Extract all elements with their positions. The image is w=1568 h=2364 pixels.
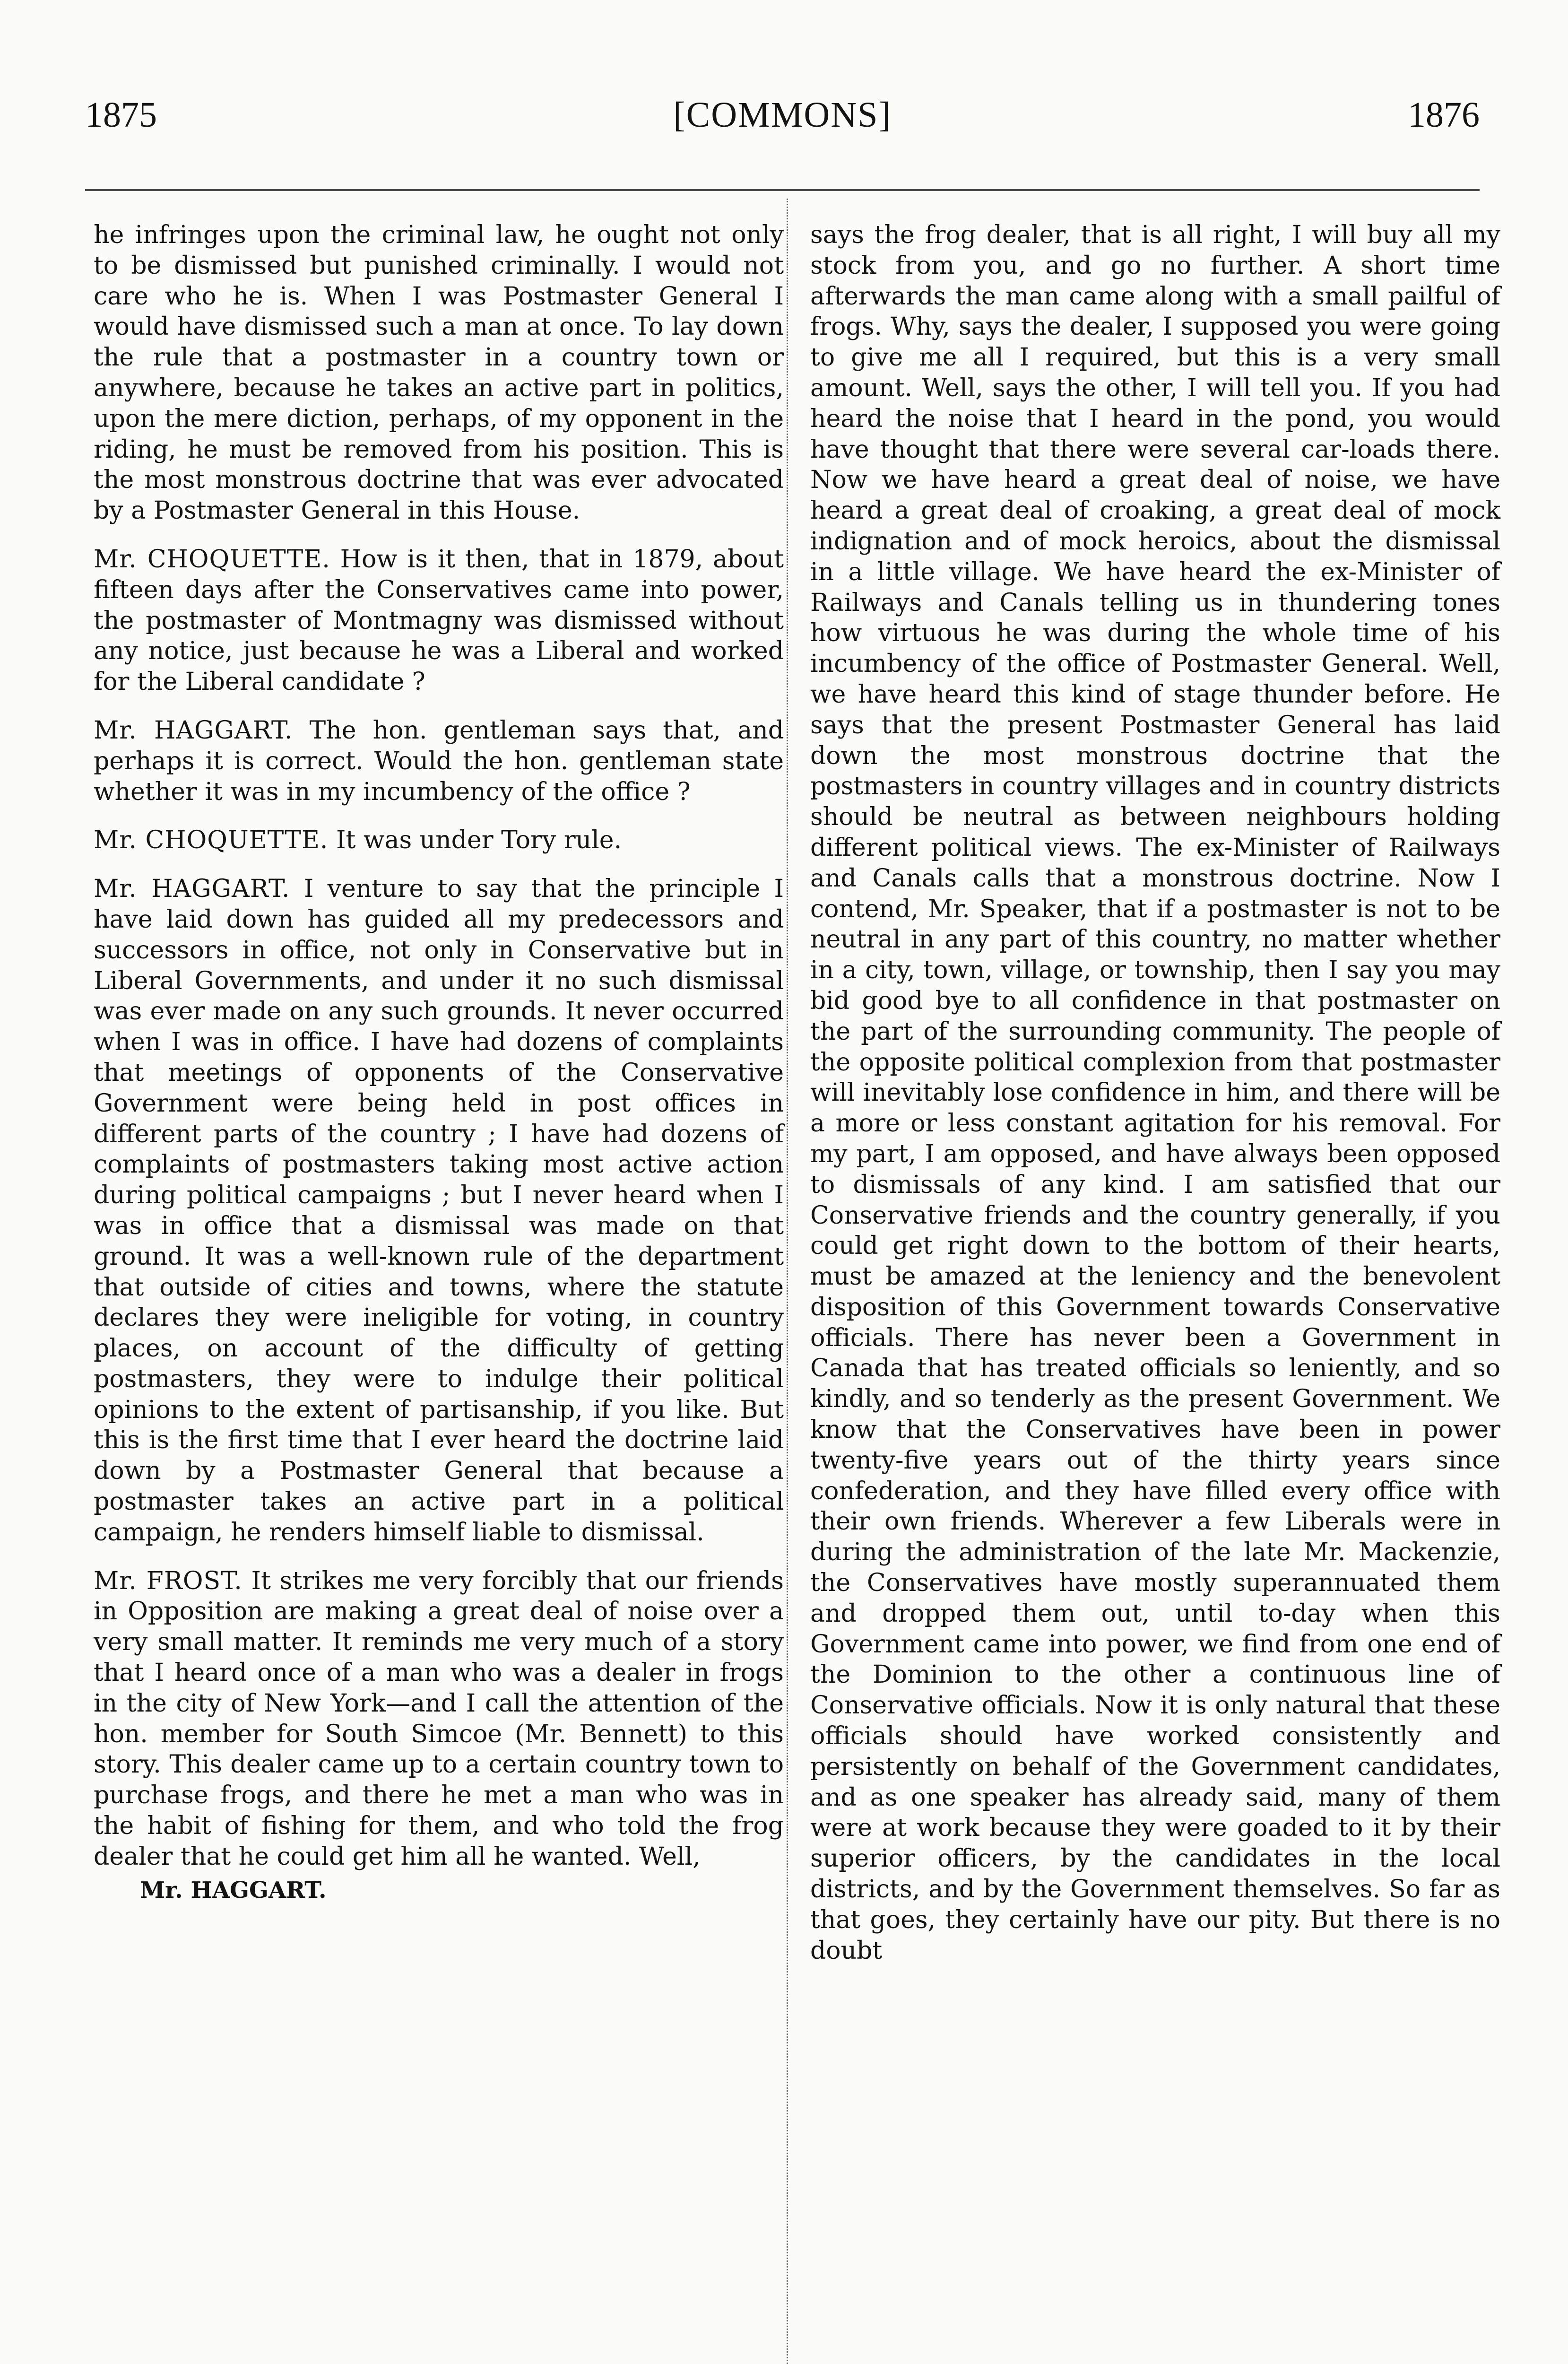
page-number-left: 1875 <box>85 95 157 135</box>
speech <box>94 1566 784 1872</box>
paragraph: he infringes upon the criminal law, he ought not only to be dismissed but punished criminally. I would not care who he is. When I was Postmaster General I would have dismissed such a man at once. To lay down the rule that a postmaster in a country town or anywhere, because he takes an active part in politics, upon the mere diction, perhaps, of my opponent in the riding, he must be removed from his position. This is the most monstrous doctrine that was ever advocated by a Postmaster General in this House. <box>94 221 784 525</box>
speech-text: I venture to say that the principle I have laid down has guided all my predecessors and successors in office, not only in Conservative but in Liberal Governments, and under it no such dismissal was ever made on any such grounds. It never occurred when I was in office. I have had dozens of complaints that meetings of opponents of the Conservative Government were being held in post offices in different parts of the country ; I have had dozens of complaints of postmasters taking most active action during political campaigns ; but I never heard when I was in office that a dismissal was made on that ground. It was a well-known rule of the department that outside of cities and towns, where the statute declares they were ineligible for voting, in country places, on account of the difficulty of getting postmasters, they were to indulge their political opinions to the extent of partisanship, if you like. But this is the first time that I ever heard the doctrine laid down by a Postmaster General that because a postmaster takes an active part in a political campaign, he renders himself liable to dismissal. <box>94 875 784 1547</box>
speech <box>94 544 784 697</box>
speaker-name: Mr. FROST. <box>94 1566 243 1595</box>
speech-text: The hon. gentleman says that, and perhaps it is correct. Would the hon. gentleman state whether it was in my incumbency of the office ? <box>94 716 784 806</box>
speech-text: It strikes me very forcibly that our friends in Opposition are making a great deal of noise over a very small matter. It reminds me very much of a story that I heard once of a man who was a dealer in frogs in the city of New York—and I call the attention of the hon. member for South Simcoe (Mr. Bennett) to this story. This dealer came up to a certain country town to purchase frogs, and there he met a man who was in the habit of fishing for them, and who told the frog dealer that he could get him all he wanted. Well, <box>94 1566 784 1871</box>
page-title: [COMMONS] <box>673 95 892 135</box>
speech-text: How is it then, that in 1879, about fifteen days after the Conservatives came into power, the postmaster of Montmagny was dismissed without any notice, just because he was a Liberal and worked for the Liberal candidate ? <box>94 545 784 696</box>
column-divider <box>787 199 788 2364</box>
right-column <box>810 220 1500 1966</box>
page-footer-speaker: Mr. HAGGART. <box>140 1877 327 1903</box>
speech <box>94 825 784 856</box>
speaker-name: Mr. CHOQUETTE. <box>94 545 330 574</box>
speech <box>94 715 784 807</box>
left-column <box>94 220 784 1905</box>
speech <box>94 874 784 1548</box>
speaker-name: Mr. HAGGART. <box>94 716 293 745</box>
speaker-name: Mr. HAGGART. <box>94 875 290 904</box>
speaker-name: Mr. CHOQUETTE. <box>94 826 329 855</box>
page-number-right: 1876 <box>1408 95 1480 135</box>
paragraph: says the frog dealer, that is all right, I will buy all my stock from you, and go no further. A short time afterwards the man came along with a small pailful of frogs. Why, says the dealer, I supposed you were going to give me all I required, but this is a very small amount. Well, says the other, I will tell you. If you had heard the noise that I heard in the pond, you would have thought that there were several car-loads there. Now we have heard a great deal of noise, we have heard a great deal of croaking, a great deal of mock indignation and of mock heroics, about the dismissal in a little village. We have heard the ex-Minister of Railways and Canals telling us in thundering tones how virtuous he was during the whole time of his incumbency of the office of Postmaster General. Well, we have heard this kind of stage thunder before. He says that the present Postmaster General has laid down the most monstrous doctrine that the postmasters in country villages and in country districts should be neutral as between neighbours holding different political views. The ex-Minister of Railways and Canals calls that a monstrous doctrine. Now I contend, Mr. Speaker, that if a postmaster is not to be neutral in any part of this country, no matter whether in a city, town, village, or township, then I say you may bid good bye to all confidence in that postmaster on the part of the surrounding community. The people of the opposite political complexion from that postmaster will inevitably lose confidence in him, and there will be a more or less constant agitation for his removal. For my part, I am opposed, and have always been opposed to dismissals of any kind. I am satisfied that our Conservative friends and the country generally, if you could get right down to the bottom of their hearts, must be amazed at the leniency and the benevolent disposition of this Government towards Conservative officials. There has never been a Government in Canada that has treated officials so leniently, and so kindly, and so tenderly as the present Government. We know that the Conservatives have been in power twenty-five years out of the thirty years since confederation, and they have filled every office with their own friends. Wherever a few Liberals were in during the administration of the late Mr. Mackenzie, the Conservatives have mostly superannuated them and dropped them out, until to-day when this Government came into power, we find from one end of the Dominion to the other a continuous line of Conservative officials. Now it is only natural that these officials should have worked consistently and persistently on behalf of the Government candidates, and as one speaker has already said, many of them were at work because they were goaded to it by their superior officers, by the candidates in the local districts, and by the Government themselves. So far as that goes, they certainly have our pity. But there is no doubt <box>810 221 1500 1965</box>
header-rule <box>85 189 1480 191</box>
page-header <box>85 95 1480 147</box>
speech-text: It was under Tory rule. <box>336 826 622 855</box>
